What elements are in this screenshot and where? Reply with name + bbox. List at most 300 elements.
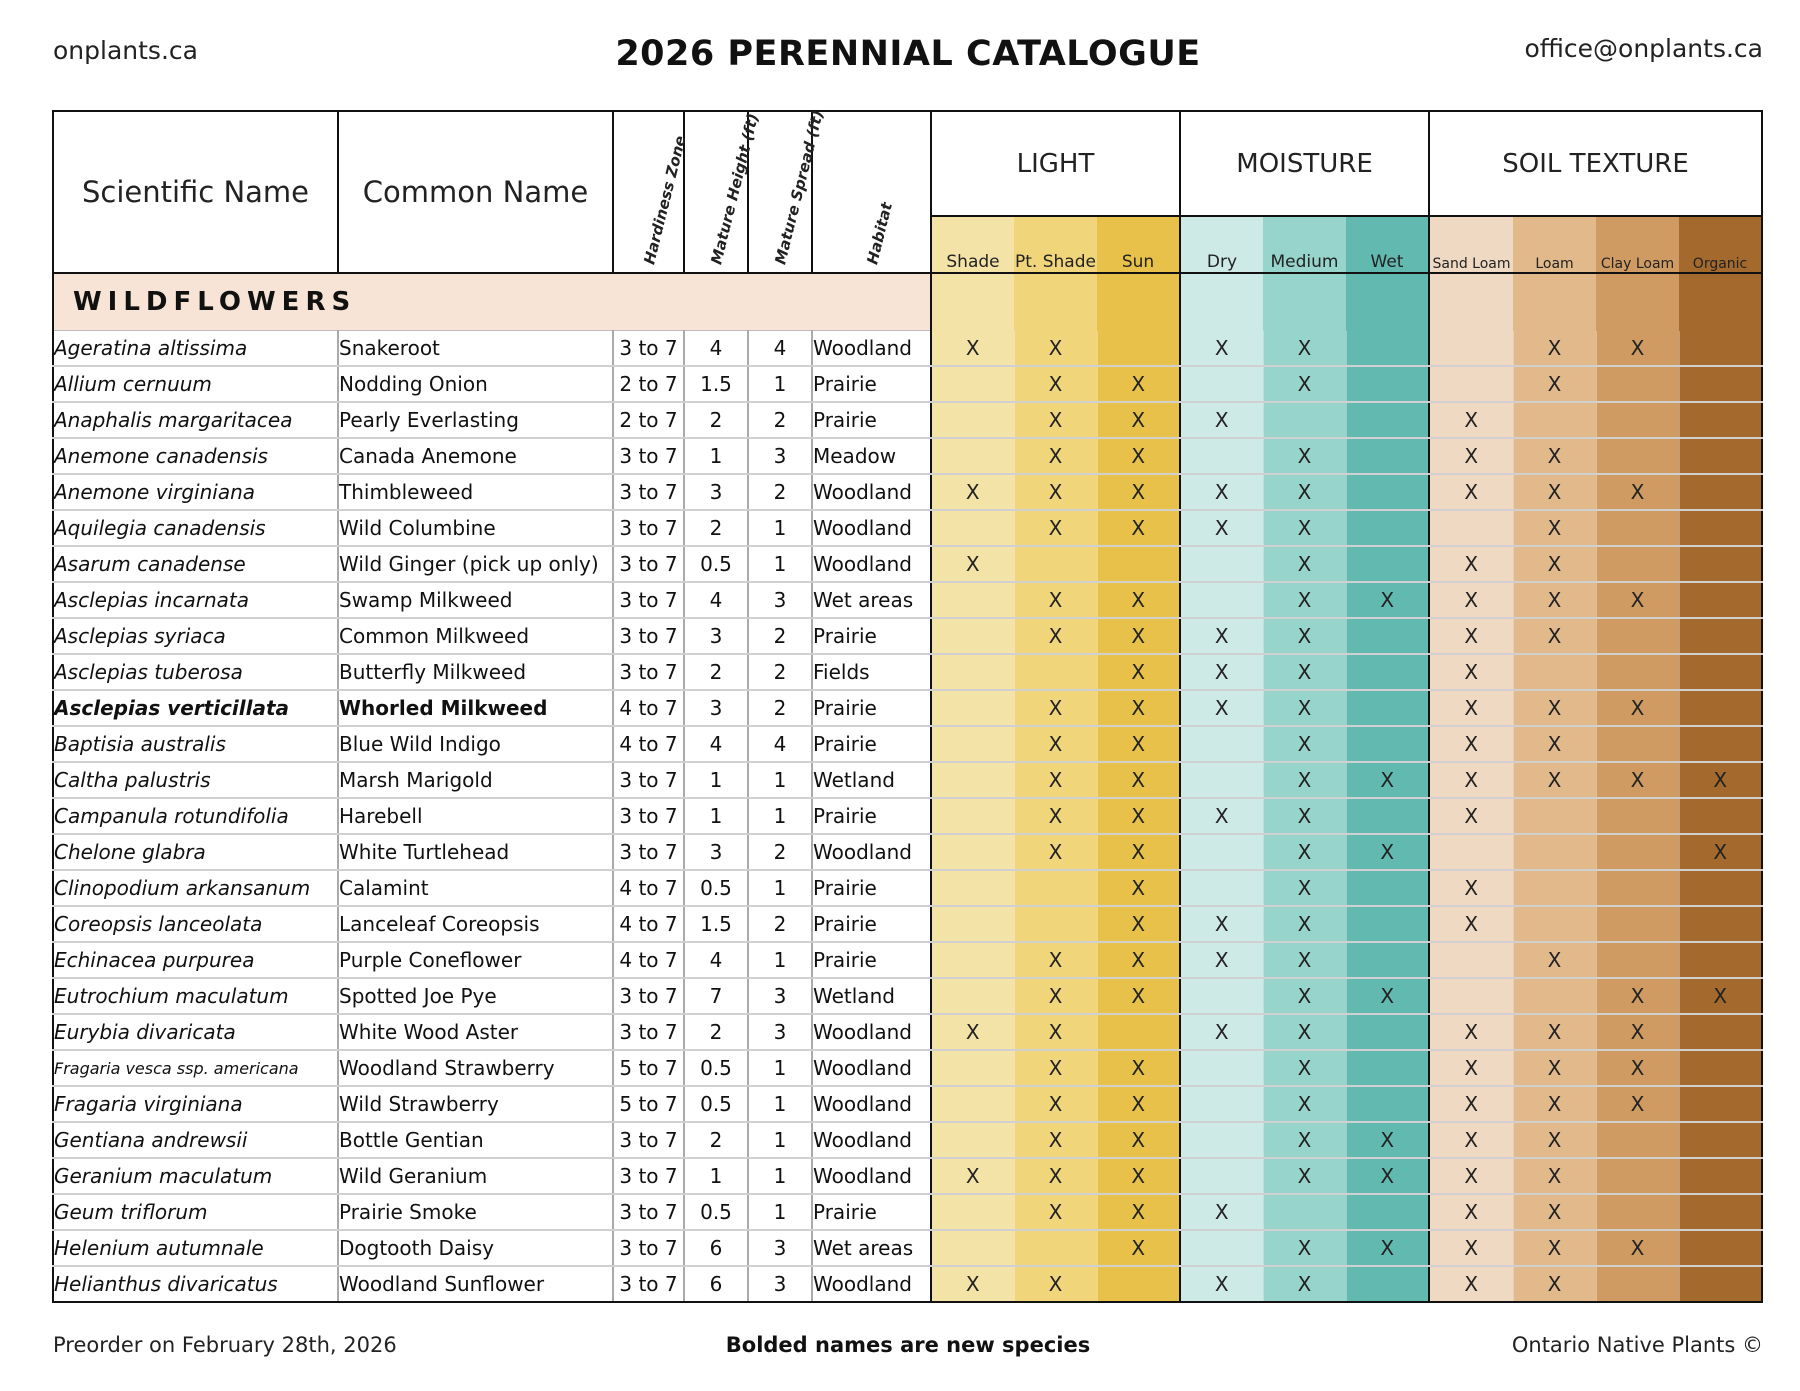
dry-mark-cell	[1180, 546, 1263, 582]
scientific-name-cell: Caltha palustris	[53, 762, 338, 798]
loam-mark-cell	[1513, 906, 1596, 942]
hardiness-zone-cell: 3 to 7	[613, 1158, 684, 1194]
pt-shade-mark-cell: X	[1014, 1014, 1097, 1050]
section-band	[53, 273, 931, 331]
dry-mark-cell	[1180, 1086, 1263, 1122]
wet-mark-cell: X	[1346, 978, 1429, 1014]
mature-spread-cell: 3	[748, 582, 812, 618]
medium-mark-cell: X	[1263, 1158, 1346, 1194]
table-row	[53, 1230, 1762, 1266]
dry-mark-cell: X	[1180, 331, 1263, 367]
common-name-cell: Marsh Marigold	[338, 762, 613, 798]
scientific-name-cell: Asarum canadense	[53, 546, 338, 582]
sand-loam-mark-cell	[1429, 366, 1513, 402]
mature-height-cell: 2	[684, 402, 748, 438]
mature-height-cell: 3	[684, 834, 748, 870]
mature-spread-cell: 1	[748, 1050, 812, 1086]
common-name-cell: Lanceleaf Coreopsis	[338, 906, 613, 942]
sub-header-dry: Dry	[1180, 216, 1263, 273]
mature-height-cell: 0.5	[684, 870, 748, 906]
website-label[interactable]: onplants.ca	[53, 36, 198, 65]
col-header-spread	[748, 108, 828, 273]
sand-loam-mark-cell: X	[1429, 870, 1513, 906]
wet-mark-cell: X	[1346, 1122, 1429, 1158]
medium-mark-cell: X	[1263, 582, 1346, 618]
sun-mark-cell: X	[1097, 1086, 1180, 1122]
sand-loam-mark-cell: X	[1429, 402, 1513, 438]
organic-mark-cell: X	[1679, 834, 1762, 870]
section-fill	[1346, 273, 1429, 331]
scientific-name-cell: Gentiana andrewsii	[53, 1122, 338, 1158]
table-row	[53, 1122, 1762, 1158]
sub-header-sun: Sun	[1097, 216, 1180, 273]
medium-mark-cell: X	[1263, 870, 1346, 906]
col-header-spread-label: Mature Spread (ft)	[771, 108, 828, 267]
scientific-name-cell: Geranium maculatum	[53, 1158, 338, 1194]
pt-shade-mark-cell: X	[1014, 366, 1097, 402]
sub-header-sand-loam: Sand Loam	[1429, 216, 1513, 273]
dry-mark-cell	[1180, 1158, 1263, 1194]
pt-shade-mark-cell: X	[1014, 510, 1097, 546]
habitat-cell: Prairie	[812, 726, 931, 762]
scientific-name-cell: Baptisia australis	[53, 726, 338, 762]
common-name-cell: Blue Wild Indigo	[338, 726, 613, 762]
clay-loam-mark-cell	[1596, 618, 1679, 654]
clay-loam-mark-cell: X	[1596, 1230, 1679, 1266]
medium-mark-cell: X	[1263, 1086, 1346, 1122]
dry-mark-cell	[1180, 1050, 1263, 1086]
group-header-light: LIGHT	[931, 111, 1180, 216]
common-name-cell: Bottle Gentian	[338, 1122, 613, 1158]
sand-loam-mark-cell: X	[1429, 546, 1513, 582]
pt-shade-mark-cell: X	[1014, 1158, 1097, 1194]
sand-loam-mark-cell: X	[1429, 438, 1513, 474]
mature-spread-cell: 1	[748, 510, 812, 546]
sun-mark-cell: X	[1097, 438, 1180, 474]
shade-mark-cell	[931, 654, 1014, 690]
hardiness-zone-cell: 3 to 7	[613, 798, 684, 834]
medium-mark-cell: X	[1263, 690, 1346, 726]
sun-mark-cell: X	[1097, 474, 1180, 510]
loam-mark-cell: X	[1513, 1194, 1596, 1230]
dry-mark-cell	[1180, 1230, 1263, 1266]
wet-mark-cell	[1346, 798, 1429, 834]
wet-mark-cell	[1346, 1014, 1429, 1050]
scientific-name-cell: Fragaria vesca ssp. americana	[53, 1050, 338, 1086]
clay-loam-mark-cell	[1596, 834, 1679, 870]
sun-mark-cell: X	[1097, 1122, 1180, 1158]
medium-mark-cell: X	[1263, 1014, 1346, 1050]
shade-mark-cell	[931, 1194, 1014, 1230]
table-row	[53, 798, 1762, 834]
sun-mark-cell: X	[1097, 402, 1180, 438]
sand-loam-mark-cell: X	[1429, 690, 1513, 726]
sun-mark-cell	[1097, 1266, 1180, 1302]
hardiness-zone-cell: 4 to 7	[613, 906, 684, 942]
organic-mark-cell	[1679, 366, 1762, 402]
loam-mark-cell: X	[1513, 1050, 1596, 1086]
clay-loam-mark-cell	[1596, 1122, 1679, 1158]
pt-shade-mark-cell	[1014, 870, 1097, 906]
sand-loam-mark-cell	[1429, 331, 1513, 367]
shade-mark-cell	[931, 978, 1014, 1014]
sun-mark-cell: X	[1097, 978, 1180, 1014]
section-fill	[1596, 273, 1679, 331]
medium-mark-cell: X	[1263, 762, 1346, 798]
medium-mark-cell: X	[1263, 474, 1346, 510]
organic-mark-cell	[1679, 438, 1762, 474]
pt-shade-mark-cell: X	[1014, 402, 1097, 438]
shade-mark-cell	[931, 834, 1014, 870]
table-row	[53, 870, 1762, 906]
table-row	[53, 366, 1762, 402]
preorder-note: Preorder on February 28th, 2026	[53, 1333, 397, 1357]
pt-shade-mark-cell	[1014, 906, 1097, 942]
habitat-cell: Prairie	[812, 690, 931, 726]
loam-mark-cell: X	[1513, 1086, 1596, 1122]
pt-shade-mark-cell	[1014, 1230, 1097, 1266]
common-name-cell: Wild Ginger (pick up only)	[338, 546, 613, 582]
mature-height-cell: 2	[684, 654, 748, 690]
clay-loam-mark-cell: X	[1596, 1014, 1679, 1050]
pt-shade-mark-cell	[1014, 546, 1097, 582]
habitat-cell: Woodland	[812, 510, 931, 546]
shade-mark-cell: X	[931, 1158, 1014, 1194]
scientific-name-cell: Clinopodium arkansanum	[53, 870, 338, 906]
mature-height-cell: 2	[684, 1014, 748, 1050]
scientific-name-cell: Asclepias tuberosa	[53, 654, 338, 690]
mature-height-cell: 3	[684, 618, 748, 654]
hardiness-zone-cell: 3 to 7	[613, 1014, 684, 1050]
wet-mark-cell	[1346, 510, 1429, 546]
medium-mark-cell: X	[1263, 366, 1346, 402]
clay-loam-mark-cell	[1596, 654, 1679, 690]
hardiness-zone-cell: 2 to 7	[613, 366, 684, 402]
pt-shade-mark-cell: X	[1014, 978, 1097, 1014]
page-title: 2026 PERENNIAL CATALOGUE	[615, 34, 1201, 74]
shade-mark-cell	[931, 438, 1014, 474]
wet-mark-cell	[1346, 942, 1429, 978]
dry-mark-cell	[1180, 582, 1263, 618]
loam-mark-cell: X	[1513, 726, 1596, 762]
dry-mark-cell	[1180, 870, 1263, 906]
loam-mark-cell	[1513, 654, 1596, 690]
shade-mark-cell	[931, 690, 1014, 726]
wet-mark-cell	[1346, 906, 1429, 942]
hardiness-zone-cell: 3 to 7	[613, 1266, 684, 1302]
pt-shade-mark-cell: X	[1014, 942, 1097, 978]
shade-mark-cell	[931, 1230, 1014, 1266]
hardiness-zone-cell: 3 to 7	[613, 654, 684, 690]
organic-mark-cell	[1679, 546, 1762, 582]
dry-mark-cell: X	[1180, 1014, 1263, 1050]
habitat-cell: Woodland	[812, 1266, 931, 1302]
table-row	[53, 978, 1762, 1014]
group-header-moisture: MOISTURE	[1180, 111, 1429, 216]
common-name-cell: Swamp Milkweed	[338, 582, 613, 618]
clay-loam-mark-cell	[1596, 942, 1679, 978]
mature-spread-cell: 2	[748, 474, 812, 510]
scientific-name-cell: Allium cernuum	[53, 366, 338, 402]
scientific-name-cell: Chelone glabra	[53, 834, 338, 870]
sand-loam-mark-cell: X	[1429, 618, 1513, 654]
loam-mark-cell	[1513, 402, 1596, 438]
section-fill	[1180, 273, 1263, 331]
mature-spread-cell: 2	[748, 690, 812, 726]
habitat-cell: Prairie	[812, 870, 931, 906]
hardiness-zone-cell: 3 to 7	[613, 510, 684, 546]
wet-mark-cell	[1346, 438, 1429, 474]
common-name-cell: Canada Anemone	[338, 438, 613, 474]
common-name-cell: Thimbleweed	[338, 474, 613, 510]
wet-mark-cell	[1346, 654, 1429, 690]
wet-mark-cell: X	[1346, 1230, 1429, 1266]
mature-spread-cell: 3	[748, 438, 812, 474]
col-header-height-label: Mature Height (ft)	[707, 111, 763, 267]
medium-mark-cell: X	[1263, 618, 1346, 654]
organic-mark-cell	[1679, 1158, 1762, 1194]
sub-header-shade: Shade	[931, 216, 1014, 273]
common-name-cell: Harebell	[338, 798, 613, 834]
email-label[interactable]: office@onplants.ca	[1524, 34, 1763, 63]
mature-spread-cell: 1	[748, 1086, 812, 1122]
sun-mark-cell	[1097, 1014, 1180, 1050]
table-row	[53, 762, 1762, 798]
common-name-cell: Butterfly Milkweed	[338, 654, 613, 690]
clay-loam-mark-cell	[1596, 906, 1679, 942]
sand-loam-mark-cell: X	[1429, 1266, 1513, 1302]
loam-mark-cell: X	[1513, 582, 1596, 618]
clay-loam-mark-cell: X	[1596, 690, 1679, 726]
medium-mark-cell	[1263, 1194, 1346, 1230]
copyright-note: Ontario Native Plants ©	[1511, 1333, 1763, 1357]
habitat-cell: Woodland	[812, 1086, 931, 1122]
table-row	[53, 690, 1762, 726]
common-name-cell: Calamint	[338, 870, 613, 906]
sun-mark-cell	[1097, 331, 1180, 367]
common-name-cell: Dogtooth Daisy	[338, 1230, 613, 1266]
clay-loam-mark-cell	[1596, 1194, 1679, 1230]
sub-header-wet: Wet	[1346, 216, 1429, 273]
common-name-cell: Spotted Joe Pye	[338, 978, 613, 1014]
medium-mark-cell: X	[1263, 906, 1346, 942]
sand-loam-mark-cell	[1429, 978, 1513, 1014]
common-name-cell: Nodding Onion	[338, 366, 613, 402]
table-row	[53, 438, 1762, 474]
common-name-cell: Prairie Smoke	[338, 1194, 613, 1230]
mature-spread-cell: 3	[748, 1230, 812, 1266]
section-fill	[1097, 273, 1180, 331]
table-row	[53, 654, 1762, 690]
sand-loam-mark-cell: X	[1429, 1158, 1513, 1194]
dry-mark-cell	[1180, 366, 1263, 402]
section-fill	[931, 273, 1014, 331]
section-fill	[1679, 273, 1762, 331]
habitat-cell: Prairie	[812, 366, 931, 402]
mature-spread-cell: 1	[748, 546, 812, 582]
hardiness-zone-cell: 3 to 7	[613, 474, 684, 510]
shade-mark-cell	[931, 1122, 1014, 1158]
medium-mark-cell: X	[1263, 798, 1346, 834]
clay-loam-mark-cell: X	[1596, 1086, 1679, 1122]
scientific-name-cell: Fragaria virginiana	[53, 1086, 338, 1122]
sand-loam-mark-cell	[1429, 834, 1513, 870]
page-header	[53, 28, 1763, 88]
scientific-name-cell: Asclepias incarnata	[53, 582, 338, 618]
habitat-cell: Woodland	[812, 331, 931, 367]
sand-loam-mark-cell: X	[1429, 1122, 1513, 1158]
mature-spread-cell: 3	[748, 1014, 812, 1050]
section-fill	[1014, 273, 1097, 331]
table-row	[53, 618, 1762, 654]
common-name-cell: Wild Geranium	[338, 1158, 613, 1194]
hardiness-zone-cell: 3 to 7	[613, 978, 684, 1014]
clay-loam-mark-cell: X	[1596, 474, 1679, 510]
section-fill	[1513, 273, 1596, 331]
hardiness-zone-cell: 4 to 7	[613, 690, 684, 726]
scientific-name-cell: Helianthus divaricatus	[53, 1266, 338, 1302]
organic-mark-cell	[1679, 618, 1762, 654]
dry-mark-cell: X	[1180, 942, 1263, 978]
habitat-cell: Woodland	[812, 1014, 931, 1050]
dry-mark-cell	[1180, 438, 1263, 474]
mature-height-cell: 0.5	[684, 1050, 748, 1086]
organic-mark-cell	[1679, 906, 1762, 942]
common-name-cell: Purple Coneflower	[338, 942, 613, 978]
sun-mark-cell: X	[1097, 906, 1180, 942]
loam-mark-cell: X	[1513, 1014, 1596, 1050]
medium-mark-cell: X	[1263, 726, 1346, 762]
mature-spread-cell: 1	[748, 762, 812, 798]
hardiness-zone-cell: 2 to 7	[613, 402, 684, 438]
mature-height-cell: 3	[684, 474, 748, 510]
table-row	[53, 510, 1762, 546]
common-name-cell: Whorled Milkweed	[338, 690, 613, 726]
organic-mark-cell	[1679, 474, 1762, 510]
table-row	[53, 1086, 1762, 1122]
shade-mark-cell	[931, 1050, 1014, 1086]
hardiness-zone-cell: 4 to 7	[613, 726, 684, 762]
table-row	[53, 1194, 1762, 1230]
pt-shade-mark-cell: X	[1014, 726, 1097, 762]
wet-mark-cell	[1346, 1194, 1429, 1230]
sun-mark-cell: X	[1097, 510, 1180, 546]
mature-height-cell: 0.5	[684, 1086, 748, 1122]
clay-loam-mark-cell	[1596, 402, 1679, 438]
mature-spread-cell: 2	[748, 654, 812, 690]
loam-mark-cell: X	[1513, 510, 1596, 546]
sand-loam-mark-cell: X	[1429, 1230, 1513, 1266]
mature-height-cell: 4	[684, 942, 748, 978]
hardiness-zone-cell: 3 to 7	[613, 1122, 684, 1158]
habitat-cell: Prairie	[812, 1194, 931, 1230]
hardiness-zone-cell: 3 to 7	[613, 582, 684, 618]
medium-mark-cell: X	[1263, 546, 1346, 582]
common-name-cell: White Wood Aster	[338, 1014, 613, 1050]
hardiness-zone-cell: 3 to 7	[613, 1230, 684, 1266]
medium-mark-cell: X	[1263, 510, 1346, 546]
shade-mark-cell	[931, 762, 1014, 798]
hardiness-zone-cell: 3 to 7	[613, 438, 684, 474]
mature-spread-cell: 1	[748, 870, 812, 906]
hardiness-zone-cell: 5 to 7	[613, 1050, 684, 1086]
clay-loam-mark-cell	[1596, 1266, 1679, 1302]
scientific-name-cell: Anaphalis margaritacea	[53, 402, 338, 438]
organic-mark-cell	[1679, 510, 1762, 546]
sun-mark-cell: X	[1097, 798, 1180, 834]
pt-shade-mark-cell: X	[1014, 762, 1097, 798]
mature-height-cell: 6	[684, 1266, 748, 1302]
sun-mark-cell: X	[1097, 690, 1180, 726]
loam-mark-cell: X	[1513, 762, 1596, 798]
organic-mark-cell	[1679, 726, 1762, 762]
sub-header-clay-loam: Clay Loam	[1596, 216, 1679, 273]
wet-mark-cell	[1346, 546, 1429, 582]
pt-shade-mark-cell: X	[1014, 474, 1097, 510]
organic-mark-cell	[1679, 402, 1762, 438]
shade-mark-cell	[931, 798, 1014, 834]
pt-shade-mark-cell: X	[1014, 1266, 1097, 1302]
shade-mark-cell	[931, 906, 1014, 942]
scientific-name-cell: Anemone virginiana	[53, 474, 338, 510]
organic-mark-cell	[1679, 798, 1762, 834]
mature-height-cell: 7	[684, 978, 748, 1014]
habitat-cell: Woodland	[812, 1122, 931, 1158]
shade-mark-cell: X	[931, 474, 1014, 510]
habitat-cell: Wet areas	[812, 582, 931, 618]
shade-mark-cell	[931, 366, 1014, 402]
clay-loam-mark-cell	[1596, 366, 1679, 402]
section-fill	[1429, 273, 1513, 331]
dry-mark-cell: X	[1180, 906, 1263, 942]
dry-mark-cell: X	[1180, 798, 1263, 834]
pt-shade-mark-cell: X	[1014, 1050, 1097, 1086]
clay-loam-mark-cell	[1596, 510, 1679, 546]
pt-shade-mark-cell: X	[1014, 618, 1097, 654]
loam-mark-cell	[1513, 978, 1596, 1014]
mature-spread-cell: 2	[748, 402, 812, 438]
shade-mark-cell	[931, 1086, 1014, 1122]
habitat-cell: Woodland	[812, 1158, 931, 1194]
loam-mark-cell: X	[1513, 331, 1596, 367]
col-header-height	[684, 111, 763, 273]
table-row	[53, 582, 1762, 618]
pt-shade-mark-cell: X	[1014, 438, 1097, 474]
sun-mark-cell: X	[1097, 726, 1180, 762]
table-row	[53, 834, 1762, 870]
sand-loam-mark-cell: X	[1429, 474, 1513, 510]
sand-loam-mark-cell: X	[1429, 798, 1513, 834]
shade-mark-cell: X	[931, 1266, 1014, 1302]
loam-mark-cell: X	[1513, 546, 1596, 582]
organic-mark-cell	[1679, 1194, 1762, 1230]
common-name-cell: Wild Strawberry	[338, 1086, 613, 1122]
sand-loam-mark-cell: X	[1429, 582, 1513, 618]
scientific-name-cell: Eurybia divaricata	[53, 1014, 338, 1050]
loam-mark-cell: X	[1513, 1158, 1596, 1194]
habitat-cell: Meadow	[812, 438, 931, 474]
sand-loam-mark-cell: X	[1429, 906, 1513, 942]
wet-mark-cell	[1346, 402, 1429, 438]
organic-mark-cell	[1679, 690, 1762, 726]
hardiness-zone-cell: 3 to 7	[613, 546, 684, 582]
dry-mark-cell: X	[1180, 690, 1263, 726]
common-name-cell: Common Milkweed	[338, 618, 613, 654]
organic-mark-cell	[1679, 1014, 1762, 1050]
loam-mark-cell: X	[1513, 1230, 1596, 1266]
dry-mark-cell: X	[1180, 1194, 1263, 1230]
shade-mark-cell	[931, 510, 1014, 546]
